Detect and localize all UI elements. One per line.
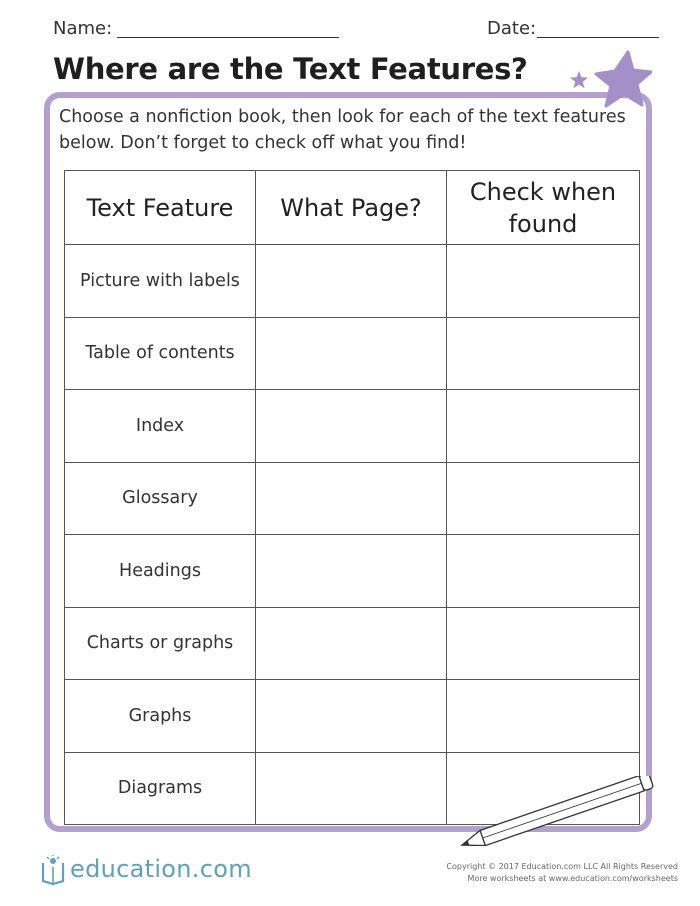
table-row [65,245,640,318]
name-field[interactable] [117,37,339,38]
feature-cell: Picture with labels [65,245,256,318]
page-cell[interactable] [256,535,447,608]
feature-cell: Index [65,390,256,463]
table-header-row [65,171,640,245]
feature-cell: Glossary [65,462,256,535]
copyright-line: Copyright © 2017 Education.com LLC All Rights Reserved [446,862,678,871]
check-cell[interactable] [447,607,640,680]
table-row [65,535,640,608]
small-star-icon [569,70,589,90]
check-cell[interactable] [447,680,640,753]
check-cell[interactable] [447,535,640,608]
education-logo[interactable] [40,853,270,889]
date-field[interactable] [537,37,659,38]
instructions-text: Choose a nonfiction book, then look for each of the text features below. Don’t forget to check off what you find! [59,107,626,153]
page-cell[interactable] [256,680,447,753]
star-icon [590,50,652,110]
copyright-notice [446,861,678,885]
pencil-icon [452,776,664,846]
column-header-page: What Page? [256,171,447,245]
education-logo-icon [40,855,66,885]
name-label: Name: [53,18,113,39]
page-cell[interactable] [256,752,447,825]
page-cell[interactable] [256,607,447,680]
check-cell[interactable] [447,390,640,463]
page-cell[interactable] [256,390,447,463]
date-label: Date: [487,18,537,39]
page-title: Where are the Text Features? [53,52,528,86]
text-features-table [64,170,640,825]
header-row [53,18,663,42]
column-header-feature: Text Feature [65,171,256,245]
page-cell[interactable] [256,462,447,535]
feature-cell: Graphs [65,680,256,753]
feature-cell: Headings [65,535,256,608]
page-cell[interactable] [256,317,447,390]
feature-cell: Diagrams [65,752,256,825]
table-row [65,462,640,535]
table-row [65,390,640,463]
table-row [65,607,640,680]
check-cell[interactable] [447,245,640,318]
check-cell[interactable] [447,317,640,390]
table-row [65,317,640,390]
table-row [65,680,640,753]
column-header-check: Check when found [447,171,640,245]
page-cell[interactable] [256,245,447,318]
check-cell[interactable] [447,462,640,535]
worksheets-link[interactable]: More worksheets at www.education.com/worksheets [467,874,678,883]
feature-cell: Charts or graphs [65,607,256,680]
feature-cell: Table of contents [65,317,256,390]
logo-text: education.com [70,855,252,883]
